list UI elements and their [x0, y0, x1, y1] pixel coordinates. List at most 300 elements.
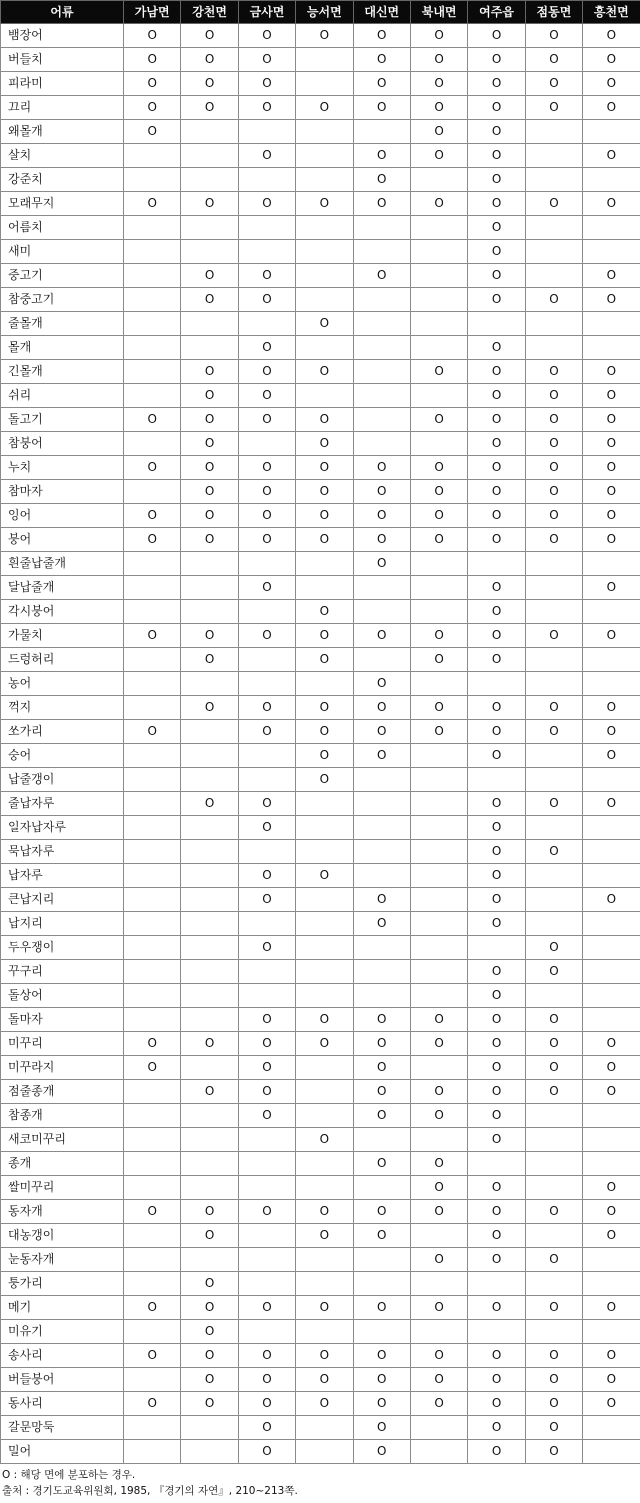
empty-cell	[296, 168, 353, 192]
empty-cell	[238, 1272, 295, 1296]
distribution-mark-cell: O	[181, 24, 238, 48]
empty-cell	[124, 312, 181, 336]
distribution-mark-cell: O	[583, 1200, 640, 1224]
empty-cell	[181, 576, 238, 600]
distribution-mark-cell: O	[583, 1032, 640, 1056]
empty-cell	[124, 696, 181, 720]
distribution-mark-cell: O	[468, 1128, 525, 1152]
empty-cell	[296, 1152, 353, 1176]
empty-cell	[296, 216, 353, 240]
footnotes	[0, 1467, 640, 1499]
empty-cell	[124, 1272, 181, 1296]
empty-cell	[296, 240, 353, 264]
empty-cell	[468, 312, 525, 336]
distribution-mark-cell: O	[296, 456, 353, 480]
empty-cell	[525, 1104, 582, 1128]
distribution-mark-cell: O	[468, 1344, 525, 1368]
empty-cell	[181, 120, 238, 144]
header-region: 대신면	[353, 1, 410, 24]
table-row	[1, 432, 640, 456]
distribution-mark-cell: O	[353, 696, 410, 720]
distribution-mark-cell: O	[583, 1392, 640, 1416]
distribution-mark-cell: O	[468, 1368, 525, 1392]
distribution-mark-cell: O	[468, 1296, 525, 1320]
header-region: 점동면	[525, 1, 582, 24]
empty-cell	[124, 432, 181, 456]
empty-cell	[410, 960, 467, 984]
distribution-mark-cell: O	[410, 1296, 467, 1320]
distribution-mark-cell: O	[238, 1104, 295, 1128]
distribution-mark-cell: O	[181, 480, 238, 504]
distribution-mark-cell: O	[525, 1296, 582, 1320]
empty-cell	[124, 888, 181, 912]
empty-cell	[525, 816, 582, 840]
empty-cell	[296, 1080, 353, 1104]
distribution-mark-cell: O	[238, 1080, 295, 1104]
empty-cell	[124, 960, 181, 984]
table-row	[1, 912, 640, 936]
distribution-mark-cell: O	[181, 1200, 238, 1224]
empty-cell	[296, 888, 353, 912]
empty-cell	[583, 336, 640, 360]
distribution-mark-cell: O	[181, 528, 238, 552]
distribution-mark-cell: O	[410, 648, 467, 672]
distribution-mark-cell: O	[353, 1368, 410, 1392]
distribution-mark-cell: O	[525, 1056, 582, 1080]
distribution-mark-cell: O	[181, 96, 238, 120]
fish-name-cell: 송사리	[1, 1344, 124, 1368]
distribution-mark-cell: O	[583, 1344, 640, 1368]
fish-name-cell: 쏘가리	[1, 720, 124, 744]
distribution-mark-cell: O	[525, 960, 582, 984]
distribution-mark-cell: O	[296, 360, 353, 384]
empty-cell	[583, 1008, 640, 1032]
empty-cell	[583, 1416, 640, 1440]
empty-cell	[353, 960, 410, 984]
empty-cell	[238, 1224, 295, 1248]
distribution-mark-cell: O	[525, 1344, 582, 1368]
distribution-mark-cell: O	[353, 1008, 410, 1032]
distribution-mark-cell: O	[181, 1320, 238, 1344]
distribution-mark-cell: O	[410, 120, 467, 144]
empty-cell	[181, 1152, 238, 1176]
empty-cell	[238, 1176, 295, 1200]
table-row	[1, 576, 640, 600]
table-row	[1, 936, 640, 960]
empty-cell	[238, 672, 295, 696]
empty-cell	[296, 672, 353, 696]
fish-name-cell: 동자개	[1, 1200, 124, 1224]
empty-cell	[124, 792, 181, 816]
empty-cell	[124, 744, 181, 768]
empty-cell	[525, 216, 582, 240]
distribution-mark-cell: O	[525, 720, 582, 744]
distribution-mark-cell: O	[353, 1152, 410, 1176]
table-row	[1, 1128, 640, 1152]
table-row	[1, 1248, 640, 1272]
empty-cell	[353, 792, 410, 816]
empty-cell	[181, 912, 238, 936]
empty-cell	[181, 768, 238, 792]
distribution-mark-cell: O	[181, 360, 238, 384]
fish-name-cell: 쌀미꾸리	[1, 1176, 124, 1200]
empty-cell	[410, 1056, 467, 1080]
distribution-mark-cell: O	[468, 72, 525, 96]
fish-name-cell: 누치	[1, 456, 124, 480]
empty-cell	[410, 264, 467, 288]
table-row	[1, 1296, 640, 1320]
distribution-mark-cell: O	[238, 696, 295, 720]
distribution-mark-cell: O	[181, 1272, 238, 1296]
fish-name-cell: 돌상어	[1, 984, 124, 1008]
distribution-mark-cell: O	[410, 1104, 467, 1128]
empty-cell	[181, 840, 238, 864]
empty-cell	[296, 936, 353, 960]
empty-cell	[296, 1272, 353, 1296]
empty-cell	[583, 312, 640, 336]
empty-cell	[353, 384, 410, 408]
empty-cell	[353, 648, 410, 672]
distribution-mark-cell: O	[124, 720, 181, 744]
distribution-mark-cell: O	[353, 480, 410, 504]
empty-cell	[238, 840, 295, 864]
distribution-mark-cell: O	[468, 408, 525, 432]
empty-cell	[583, 552, 640, 576]
fish-name-cell: 왜몰개	[1, 120, 124, 144]
empty-cell	[410, 552, 467, 576]
distribution-mark-cell: O	[583, 360, 640, 384]
distribution-mark-cell: O	[353, 624, 410, 648]
distribution-mark-cell: O	[353, 1296, 410, 1320]
distribution-mark-cell: O	[583, 1056, 640, 1080]
empty-cell	[124, 984, 181, 1008]
empty-cell	[124, 816, 181, 840]
fish-name-cell: 새미	[1, 240, 124, 264]
distribution-mark-cell: O	[583, 624, 640, 648]
fish-name-cell: 중고기	[1, 264, 124, 288]
fish-name-cell: 납줄갱이	[1, 768, 124, 792]
empty-cell	[296, 552, 353, 576]
distribution-mark-cell: O	[296, 1224, 353, 1248]
empty-cell	[525, 576, 582, 600]
fish-name-cell: 줄납자루	[1, 792, 124, 816]
distribution-mark-cell: O	[583, 696, 640, 720]
distribution-mark-cell: O	[410, 24, 467, 48]
empty-cell	[583, 1128, 640, 1152]
distribution-mark-cell: O	[238, 1056, 295, 1080]
distribution-mark-cell: O	[468, 984, 525, 1008]
table-row	[1, 408, 640, 432]
empty-cell	[525, 768, 582, 792]
empty-cell	[353, 576, 410, 600]
distribution-mark-cell: O	[238, 288, 295, 312]
empty-cell	[583, 768, 640, 792]
distribution-mark-cell: O	[238, 408, 295, 432]
empty-cell	[583, 816, 640, 840]
distribution-mark-cell: O	[583, 72, 640, 96]
distribution-mark-cell: O	[353, 192, 410, 216]
distribution-mark-cell: O	[238, 1296, 295, 1320]
empty-cell	[238, 960, 295, 984]
empty-cell	[181, 144, 238, 168]
distribution-mark-cell: O	[468, 1416, 525, 1440]
empty-cell	[124, 480, 181, 504]
empty-cell	[525, 984, 582, 1008]
table-row	[1, 264, 640, 288]
empty-cell	[410, 432, 467, 456]
empty-cell	[583, 1104, 640, 1128]
empty-cell	[181, 600, 238, 624]
distribution-mark-cell: O	[410, 1344, 467, 1368]
empty-cell	[525, 1152, 582, 1176]
distribution-mark-cell: O	[525, 408, 582, 432]
empty-cell	[296, 144, 353, 168]
distribution-mark-cell: O	[296, 696, 353, 720]
fish-name-cell: 일자납자루	[1, 816, 124, 840]
distribution-mark-cell: O	[124, 1200, 181, 1224]
distribution-mark-cell: O	[353, 1344, 410, 1368]
empty-cell	[124, 1008, 181, 1032]
empty-cell	[410, 768, 467, 792]
table-row	[1, 1368, 640, 1392]
empty-cell	[353, 1128, 410, 1152]
empty-cell	[238, 1248, 295, 1272]
distribution-mark-cell: O	[296, 192, 353, 216]
header-region: 강천면	[181, 1, 238, 24]
empty-cell	[583, 1272, 640, 1296]
distribution-mark-cell: O	[181, 384, 238, 408]
distribution-mark-cell: O	[410, 192, 467, 216]
distribution-mark-cell: O	[468, 504, 525, 528]
distribution-mark-cell: O	[238, 576, 295, 600]
fish-name-cell: 큰납지리	[1, 888, 124, 912]
fish-name-cell: 동사리	[1, 1392, 124, 1416]
distribution-mark-cell: O	[525, 480, 582, 504]
empty-cell	[525, 744, 582, 768]
header-region: 여주읍	[468, 1, 525, 24]
empty-cell	[353, 1320, 410, 1344]
empty-cell	[124, 600, 181, 624]
empty-cell	[124, 936, 181, 960]
empty-cell	[525, 336, 582, 360]
distribution-mark-cell: O	[583, 720, 640, 744]
fish-name-cell: 갈문망둑	[1, 1416, 124, 1440]
empty-cell	[525, 168, 582, 192]
empty-cell	[353, 312, 410, 336]
empty-cell	[238, 552, 295, 576]
empty-cell	[238, 744, 295, 768]
distribution-mark-cell: O	[468, 1224, 525, 1248]
distribution-mark-cell: O	[583, 1368, 640, 1392]
empty-cell	[181, 1440, 238, 1464]
fish-name-cell: 몰개	[1, 336, 124, 360]
empty-cell	[525, 264, 582, 288]
empty-cell	[353, 984, 410, 1008]
empty-cell	[181, 744, 238, 768]
empty-cell	[124, 912, 181, 936]
distribution-mark-cell: O	[525, 48, 582, 72]
distribution-mark-cell: O	[468, 120, 525, 144]
distribution-mark-cell: O	[181, 72, 238, 96]
empty-cell	[410, 312, 467, 336]
empty-cell	[238, 168, 295, 192]
table-row	[1, 960, 640, 984]
distribution-mark-cell: O	[410, 48, 467, 72]
distribution-mark-cell: O	[353, 1032, 410, 1056]
distribution-mark-cell: O	[468, 816, 525, 840]
distribution-mark-cell: O	[181, 1224, 238, 1248]
distribution-mark-cell: O	[468, 24, 525, 48]
distribution-mark-cell: O	[353, 96, 410, 120]
distribution-mark-cell: O	[353, 504, 410, 528]
distribution-mark-cell: O	[353, 48, 410, 72]
table-row	[1, 216, 640, 240]
empty-cell	[238, 240, 295, 264]
distribution-mark-cell: O	[296, 1296, 353, 1320]
distribution-mark-cell: O	[181, 456, 238, 480]
distribution-mark-cell: O	[468, 240, 525, 264]
empty-cell	[238, 312, 295, 336]
empty-cell	[525, 600, 582, 624]
empty-cell	[238, 912, 295, 936]
distribution-mark-cell: O	[181, 1080, 238, 1104]
distribution-mark-cell: O	[181, 648, 238, 672]
fish-name-cell: 달납줄개	[1, 576, 124, 600]
distribution-mark-cell: O	[353, 1392, 410, 1416]
distribution-mark-cell: O	[296, 24, 353, 48]
empty-cell	[296, 48, 353, 72]
empty-cell	[468, 936, 525, 960]
distribution-mark-cell: O	[583, 1176, 640, 1200]
distribution-mark-cell: O	[468, 216, 525, 240]
empty-cell	[583, 120, 640, 144]
empty-cell	[468, 1272, 525, 1296]
distribution-mark-cell: O	[181, 624, 238, 648]
fish-name-cell: 납자루	[1, 864, 124, 888]
empty-cell	[410, 888, 467, 912]
distribution-mark-cell: O	[410, 144, 467, 168]
table-row	[1, 1032, 640, 1056]
distribution-mark-cell: O	[583, 48, 640, 72]
fish-name-cell: 살치	[1, 144, 124, 168]
distribution-mark-cell: O	[468, 696, 525, 720]
table-row	[1, 840, 640, 864]
distribution-mark-cell: O	[525, 1080, 582, 1104]
distribution-mark-cell: O	[296, 768, 353, 792]
fish-name-cell: 메기	[1, 1296, 124, 1320]
empty-cell	[353, 288, 410, 312]
distribution-mark-cell: O	[468, 1008, 525, 1032]
empty-cell	[181, 720, 238, 744]
empty-cell	[124, 1176, 181, 1200]
fish-name-cell: 각시붕어	[1, 600, 124, 624]
distribution-mark-cell: O	[525, 1416, 582, 1440]
empty-cell	[124, 864, 181, 888]
distribution-mark-cell: O	[238, 336, 295, 360]
table-row	[1, 528, 640, 552]
empty-cell	[181, 864, 238, 888]
table-row	[1, 1200, 640, 1224]
distribution-mark-cell: O	[238, 192, 295, 216]
distribution-mark-cell: O	[468, 336, 525, 360]
distribution-mark-cell: O	[525, 936, 582, 960]
table-row	[1, 744, 640, 768]
empty-cell	[296, 1440, 353, 1464]
table-row	[1, 360, 640, 384]
fish-name-cell: 드렁허리	[1, 648, 124, 672]
distribution-mark-cell: O	[124, 456, 181, 480]
empty-cell	[410, 288, 467, 312]
distribution-mark-cell: O	[353, 24, 410, 48]
distribution-mark-cell: O	[238, 1344, 295, 1368]
empty-cell	[296, 1320, 353, 1344]
distribution-mark-cell: O	[238, 72, 295, 96]
fish-name-cell: 끄리	[1, 96, 124, 120]
empty-cell	[296, 120, 353, 144]
table-row	[1, 1320, 640, 1344]
distribution-mark-cell: O	[296, 648, 353, 672]
distribution-mark-cell: O	[410, 408, 467, 432]
table-body	[1, 24, 640, 1464]
distribution-mark-cell: O	[525, 504, 582, 528]
distribution-mark-cell: O	[353, 1416, 410, 1440]
empty-cell	[296, 288, 353, 312]
empty-cell	[410, 1272, 467, 1296]
header-region: 북내면	[410, 1, 467, 24]
distribution-mark-cell: O	[525, 1392, 582, 1416]
empty-cell	[181, 168, 238, 192]
empty-cell	[525, 312, 582, 336]
distribution-mark-cell: O	[583, 192, 640, 216]
distribution-mark-cell: O	[124, 528, 181, 552]
empty-cell	[353, 1272, 410, 1296]
distribution-mark-cell: O	[238, 1440, 295, 1464]
empty-cell	[525, 912, 582, 936]
empty-cell	[353, 864, 410, 888]
table-row	[1, 192, 640, 216]
empty-cell	[181, 1008, 238, 1032]
distribution-mark-cell: O	[124, 1344, 181, 1368]
empty-cell	[238, 768, 295, 792]
empty-cell	[525, 672, 582, 696]
distribution-mark-cell: O	[410, 456, 467, 480]
table-row	[1, 384, 640, 408]
header-fish: 어류	[1, 1, 124, 24]
table-row	[1, 120, 640, 144]
distribution-mark-cell: O	[181, 408, 238, 432]
table-row	[1, 1176, 640, 1200]
distribution-mark-cell: O	[525, 456, 582, 480]
empty-cell	[583, 840, 640, 864]
fish-name-cell: 퉁가리	[1, 1272, 124, 1296]
empty-cell	[353, 1176, 410, 1200]
empty-cell	[238, 600, 295, 624]
distribution-mark-cell: O	[124, 408, 181, 432]
distribution-mark-cell: O	[468, 720, 525, 744]
empty-cell	[181, 1128, 238, 1152]
fish-name-cell: 꺽지	[1, 696, 124, 720]
empty-cell	[124, 360, 181, 384]
distribution-mark-cell: O	[181, 264, 238, 288]
distribution-mark-cell: O	[238, 1200, 295, 1224]
fish-name-cell: 농어	[1, 672, 124, 696]
fish-name-cell: 눈동자개	[1, 1248, 124, 1272]
distribution-mark-cell: O	[353, 552, 410, 576]
distribution-mark-cell: O	[181, 1296, 238, 1320]
distribution-mark-cell: O	[468, 1440, 525, 1464]
distribution-mark-cell: O	[238, 1392, 295, 1416]
distribution-mark-cell: O	[124, 96, 181, 120]
